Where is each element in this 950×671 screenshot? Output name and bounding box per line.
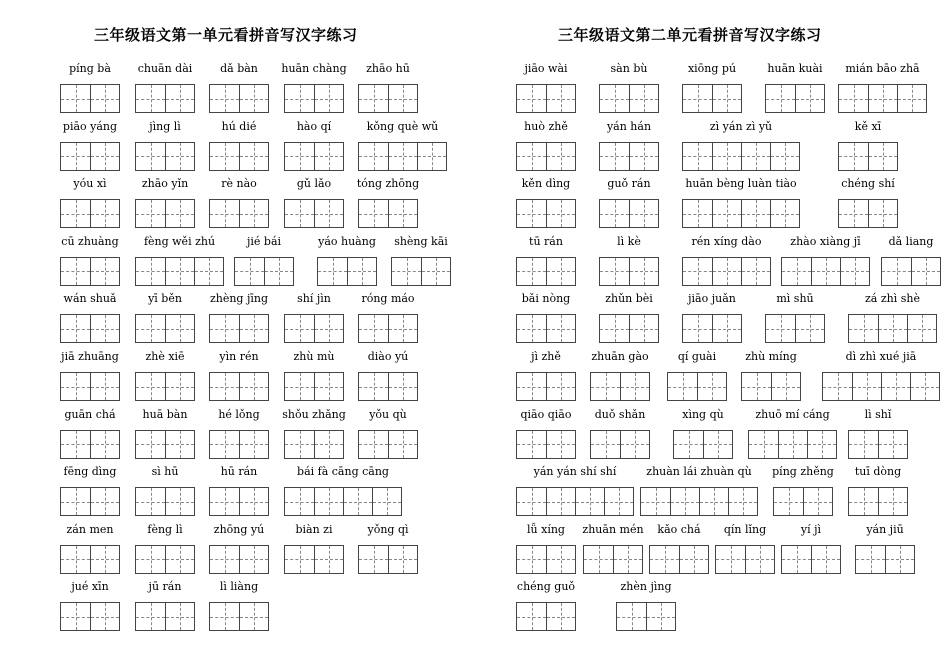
pinyin-prompt: yán jiū (866, 522, 904, 536)
tianzige-cell[interactable] (546, 431, 575, 458)
writing-box-group[interactable] (838, 142, 898, 171)
writing-box-group[interactable] (682, 84, 742, 113)
writing-box-group[interactable] (516, 602, 576, 631)
writing-box-group[interactable] (590, 372, 650, 401)
tianzige-cell[interactable] (868, 143, 897, 170)
pinyin-prompt: jì zhě (531, 350, 561, 363)
pinyin-prompt: yán yán shí shí (533, 465, 617, 479)
pinyin-prompt: jìng lì (149, 119, 181, 133)
tianzige-cell[interactable] (591, 431, 620, 458)
pinyin-prompt: jué xīn (71, 580, 109, 594)
writing-box-group[interactable] (765, 84, 825, 113)
writing-box-group[interactable] (848, 430, 908, 459)
pinyin-prompt: zhǔn bèi (605, 292, 653, 306)
writing-box-group[interactable] (599, 314, 659, 343)
tianzige-cell[interactable] (517, 200, 546, 227)
pinyin-prompt: tóng zhōng (356, 177, 420, 191)
tianzige-cell[interactable] (766, 85, 795, 112)
tianzige-cell[interactable] (856, 546, 885, 573)
pinyin-prompt: zì yán zì yǔ (709, 119, 773, 133)
tianzige-cell[interactable] (712, 200, 741, 227)
pinyin-prompt: huān bèng luàn tiào (685, 177, 797, 191)
pinyin-prompt: zán men (66, 522, 114, 536)
pinyin-prompt: kě xī (854, 119, 882, 133)
tianzige-cell[interactable] (728, 488, 757, 515)
tianzige-cell[interactable] (517, 603, 546, 630)
writing-box-group[interactable] (640, 487, 758, 516)
tianzige-cell[interactable] (546, 143, 575, 170)
tianzige-cell[interactable] (629, 258, 658, 285)
pinyin-prompt: dì zhì xué jiā (845, 350, 917, 363)
pinyin-prompt: wán shuǎ (63, 292, 117, 306)
tianzige-cell[interactable] (546, 200, 575, 227)
tianzige-cell[interactable] (629, 315, 658, 342)
tianzige-cell[interactable] (600, 315, 629, 342)
pinyin-prompt: xiōng pú (687, 62, 737, 75)
pinyin-prompt: rè nào (221, 177, 257, 191)
tianzige-cell[interactable] (849, 315, 878, 342)
tianzige-cell[interactable] (795, 85, 824, 112)
tianzige-cell[interactable] (795, 315, 824, 342)
tianzige-cell[interactable] (641, 488, 670, 515)
pinyin-prompt: dǎ bàn (220, 62, 258, 75)
writing-box-group[interactable] (838, 199, 898, 228)
pinyin-prompt: huò zhě (524, 119, 568, 133)
pinyin-prompt: diào yú (367, 350, 409, 363)
pinyin-prompt: qí guài (677, 350, 717, 363)
tianzige-cell[interactable] (517, 431, 546, 458)
tianzige-cell[interactable] (546, 603, 575, 630)
tianzige-cell[interactable] (650, 546, 679, 573)
writing-box-group[interactable] (855, 545, 915, 574)
tianzige-cell[interactable] (741, 143, 770, 170)
tianzige-cell[interactable] (712, 85, 741, 112)
right-exercise-row (0, 235, 950, 285)
tianzige-cell[interactable] (811, 546, 840, 573)
pinyin-prompt: lì liàng (219, 580, 259, 594)
tianzige-cell[interactable] (712, 258, 741, 285)
pinyin-prompt: cū zhuàng (61, 234, 119, 248)
pinyin-prompt: piāo yáng (62, 119, 118, 133)
pinyin-prompt: hào qí (296, 119, 332, 133)
pinyin-prompt: lì shǐ (864, 407, 892, 421)
tianzige-cell[interactable] (674, 431, 703, 458)
pinyin-prompt: shǒu zhǎng (282, 407, 346, 421)
pinyin-prompt: píng zhěng (772, 465, 834, 479)
right-exercise-row (0, 120, 950, 170)
tianzige-cell[interactable] (546, 85, 575, 112)
pinyin-prompt: fèng lì (147, 522, 183, 536)
pinyin-prompt: tū rán (529, 234, 563, 248)
pinyin-prompt: jiā zhuāng (61, 350, 119, 363)
right-exercise-row (0, 292, 950, 342)
tianzige-cell[interactable] (546, 373, 575, 400)
pinyin-prompt: zhuān mén (582, 522, 644, 536)
pinyin-prompt: biàn zi (295, 522, 333, 536)
pinyin-prompt: yán hán (606, 119, 652, 133)
right-page-title: 三年级语文第二单元看拼音写汉字练习 (558, 26, 822, 44)
tianzige-cell[interactable] (670, 488, 699, 515)
tianzige-cell[interactable] (878, 315, 907, 342)
tianzige-cell[interactable] (897, 85, 926, 112)
tianzige-cell[interactable] (600, 143, 629, 170)
pinyin-prompt: yóu xì (73, 177, 107, 191)
pinyin-prompt: zhāo yǐn (141, 177, 189, 191)
writing-box-group[interactable] (773, 487, 833, 516)
pinyin-prompt: zá zhì shè (865, 292, 920, 306)
tianzige-cell[interactable] (600, 85, 629, 112)
writing-box-group[interactable] (599, 257, 659, 286)
pinyin-prompt: qiāo qiāo (520, 407, 572, 421)
pinyin-prompt: qín lǐng (723, 522, 767, 536)
pinyin-prompt: huān kuài (767, 62, 823, 75)
tianzige-cell[interactable] (885, 546, 914, 573)
tianzige-cell[interactable] (683, 85, 712, 112)
pinyin-prompt: zhuō mí cáng (755, 407, 830, 421)
tianzige-cell[interactable] (517, 258, 546, 285)
pinyin-prompt: lì kè (617, 234, 641, 248)
pinyin-prompt: fēng dìng (63, 465, 117, 479)
pinyin-prompt: sàn bù (610, 62, 648, 75)
pinyin-prompt: jiāo wài (524, 62, 568, 75)
pinyin-prompt: yī běn (148, 292, 182, 306)
pinyin-prompt: yí jì (800, 522, 822, 536)
pinyin-prompt: jiāo juǎn (688, 292, 736, 306)
tianzige-cell[interactable] (881, 373, 910, 400)
tianzige-cell[interactable] (517, 546, 546, 573)
pinyin-prompt: yáo huàng (318, 234, 376, 248)
tianzige-cell[interactable] (852, 373, 881, 400)
writing-box-group[interactable] (682, 142, 800, 171)
writing-box-group[interactable] (516, 199, 576, 228)
pinyin-prompt: zhāo hū (366, 62, 410, 75)
tianzige-cell[interactable] (517, 373, 546, 400)
tianzige-cell[interactable] (882, 258, 911, 285)
pinyin-prompt: mián bāo zhā (845, 62, 920, 75)
right-exercise-row (0, 523, 950, 573)
tianzige-cell[interactable] (600, 200, 629, 227)
writing-box-group[interactable] (682, 257, 771, 286)
left-page-title: 三年级语文第一单元看拼音写汉字练习 (94, 26, 358, 44)
pinyin-prompt: zhuān gào (591, 350, 649, 363)
pinyin-prompt: mì shū (776, 292, 814, 306)
tianzige-cell[interactable] (584, 546, 613, 573)
writing-box-group[interactable] (599, 142, 659, 171)
tianzige-cell[interactable] (849, 431, 878, 458)
writing-box-group[interactable] (741, 372, 801, 401)
pinyin-prompt: xìng qù (682, 407, 724, 421)
tianzige-cell[interactable] (749, 431, 778, 458)
pinyin-prompt: kěn dìng (521, 177, 571, 191)
tianzige-cell[interactable] (600, 258, 629, 285)
tianzige-cell[interactable] (839, 200, 868, 227)
tianzige-cell[interactable] (517, 315, 546, 342)
tianzige-cell[interactable] (604, 488, 633, 515)
tianzige-cell[interactable] (849, 488, 878, 515)
pinyin-prompt: hé lǒng (218, 407, 260, 421)
tianzige-cell[interactable] (741, 200, 770, 227)
tianzige-cell[interactable] (878, 488, 907, 515)
pinyin-prompt: fèng wěi zhú (143, 234, 216, 248)
right-exercise-row (0, 350, 950, 400)
tianzige-cell[interactable] (766, 315, 795, 342)
writing-box-group[interactable] (516, 487, 634, 516)
pinyin-prompt: yǒu qù (369, 407, 407, 421)
writing-box-group[interactable] (848, 314, 937, 343)
pinyin-prompt: gǔ lǎo (296, 177, 332, 191)
pinyin-prompt: tuī dòng (854, 465, 902, 479)
pinyin-prompt: bái fà cāng cāng (297, 465, 389, 479)
writing-box-group[interactable] (715, 545, 775, 574)
tianzige-cell[interactable] (771, 373, 800, 400)
pinyin-prompt: hū rán (220, 465, 258, 479)
pinyin-prompt: zhōng yú (213, 522, 265, 536)
writing-box-group[interactable] (516, 84, 576, 113)
tianzige-cell[interactable] (629, 85, 658, 112)
tianzige-cell[interactable] (683, 200, 712, 227)
tianzige-cell[interactable] (745, 546, 774, 573)
writing-box-group[interactable] (881, 257, 941, 286)
writing-box-group[interactable] (516, 142, 576, 171)
tianzige-cell[interactable] (517, 488, 546, 515)
pinyin-prompt: rén xíng dào (691, 234, 762, 248)
pinyin-prompt: shí jìn (297, 292, 331, 306)
tianzige-cell[interactable] (629, 143, 658, 170)
tianzige-cell[interactable] (699, 488, 728, 515)
tianzige-cell[interactable] (620, 431, 649, 458)
writing-box-group[interactable] (673, 430, 733, 459)
writing-box-group[interactable] (583, 545, 643, 574)
pinyin-prompt: zhuàn lái zhuàn qù (646, 465, 752, 479)
writing-box-group[interactable] (682, 199, 800, 228)
pinyin-prompt: yìn rén (219, 350, 259, 363)
tianzige-cell[interactable] (617, 603, 646, 630)
tianzige-cell[interactable] (613, 546, 642, 573)
tianzige-cell[interactable] (839, 143, 868, 170)
tianzige-cell[interactable] (517, 85, 546, 112)
pinyin-prompt: zhào xiàng jī (790, 234, 861, 248)
tianzige-cell[interactable] (683, 143, 712, 170)
tianzige-cell[interactable] (782, 258, 811, 285)
writing-box-group[interactable] (682, 314, 742, 343)
right-exercise-row (0, 408, 950, 458)
tianzige-cell[interactable] (591, 373, 620, 400)
pinyin-prompt: bǎi nòng (521, 292, 571, 306)
tianzige-cell[interactable] (546, 258, 575, 285)
tianzige-cell[interactable] (770, 143, 799, 170)
right-exercise-row (0, 177, 950, 227)
tianzige-cell[interactable] (741, 258, 770, 285)
pinyin-prompt: huā bàn (142, 407, 188, 421)
tianzige-cell[interactable] (546, 546, 575, 573)
pinyin-prompt: róng máo (361, 292, 415, 306)
pinyin-prompt: dǎ liang (888, 234, 934, 248)
writing-box-group[interactable] (649, 545, 709, 574)
tianzige-cell[interactable] (697, 373, 726, 400)
pinyin-prompt: sì hū (151, 465, 179, 479)
tianzige-cell[interactable] (575, 488, 604, 515)
tianzige-cell[interactable] (770, 200, 799, 227)
pinyin-prompt: kǒng què wǔ (366, 119, 439, 133)
pinyin-prompt: guǒ rán (607, 177, 651, 191)
tianzige-cell[interactable] (778, 431, 807, 458)
writing-box-group[interactable] (516, 257, 576, 286)
pinyin-prompt: zhèn jìng (620, 580, 672, 594)
tianzige-cell[interactable] (620, 373, 649, 400)
tianzige-cell[interactable] (646, 603, 675, 630)
writing-box-group[interactable] (516, 545, 576, 574)
tianzige-cell[interactable] (546, 315, 575, 342)
pinyin-prompt: chéng guǒ (516, 580, 576, 594)
writing-box-group[interactable] (748, 430, 837, 459)
pinyin-prompt: chuān dài (137, 62, 193, 75)
tianzige-cell[interactable] (907, 315, 936, 342)
tianzige-cell[interactable] (811, 258, 840, 285)
tianzige-cell[interactable] (868, 85, 897, 112)
tianzige-cell[interactable] (668, 373, 697, 400)
tianzige-cell[interactable] (629, 200, 658, 227)
tianzige-cell[interactable] (774, 488, 803, 515)
pinyin-prompt: huān chàng (281, 62, 347, 75)
writing-box-group[interactable] (781, 257, 870, 286)
tianzige-cell[interactable] (517, 143, 546, 170)
writing-box-group[interactable] (516, 314, 576, 343)
pinyin-prompt: kǎo chá (657, 522, 701, 536)
pinyin-prompt: zhù mù (293, 350, 335, 363)
pinyin-prompt: jū rán (148, 580, 182, 594)
pinyin-prompt: guān chá (64, 407, 116, 421)
writing-box-group[interactable] (848, 487, 908, 516)
tianzige-cell[interactable] (839, 85, 868, 112)
writing-box-group[interactable] (822, 372, 940, 401)
tianzige-cell[interactable] (803, 488, 832, 515)
pinyin-prompt: lǚ xíng (527, 522, 565, 536)
tianzige-cell[interactable] (546, 488, 575, 515)
writing-box-group[interactable] (765, 314, 825, 343)
writing-box-group[interactable] (516, 430, 576, 459)
pinyin-prompt: zhè xiē (145, 350, 185, 363)
tianzige-cell[interactable] (807, 431, 836, 458)
tianzige-cell[interactable] (703, 431, 732, 458)
tianzige-cell[interactable] (878, 431, 907, 458)
tianzige-cell[interactable] (742, 373, 771, 400)
tianzige-cell[interactable] (712, 315, 741, 342)
writing-box-group[interactable] (838, 84, 927, 113)
tianzige-cell[interactable] (716, 546, 745, 573)
tianzige-cell[interactable] (911, 258, 940, 285)
tianzige-cell[interactable] (683, 258, 712, 285)
pinyin-prompt: zhèng jīng (209, 292, 269, 306)
tianzige-cell[interactable] (910, 373, 939, 400)
tianzige-cell[interactable] (683, 315, 712, 342)
pinyin-prompt: yǒng qì (367, 522, 409, 536)
pinyin-prompt: chéng shí (841, 177, 895, 191)
tianzige-cell[interactable] (823, 373, 852, 400)
pinyin-prompt: zhù míng (745, 350, 797, 363)
tianzige-cell[interactable] (782, 546, 811, 573)
writing-box-group[interactable] (590, 430, 650, 459)
writing-box-group[interactable] (599, 199, 659, 228)
writing-box-group[interactable] (667, 372, 727, 401)
writing-box-group[interactable] (781, 545, 841, 574)
tianzige-cell[interactable] (840, 258, 869, 285)
right-exercise-row (0, 62, 950, 112)
right-exercise-row (0, 580, 950, 630)
writing-box-group[interactable] (599, 84, 659, 113)
pinyin-prompt: hú dié (221, 119, 257, 133)
right-exercise-row (0, 465, 950, 515)
writing-box-group[interactable] (616, 602, 676, 631)
tianzige-cell[interactable] (679, 546, 708, 573)
pinyin-prompt: duǒ shǎn (594, 407, 646, 421)
tianzige-cell[interactable] (712, 143, 741, 170)
pinyin-prompt: jié bái (246, 234, 282, 248)
writing-box-group[interactable] (516, 372, 576, 401)
tianzige-cell[interactable] (868, 200, 897, 227)
pinyin-prompt: shèng kāi (394, 234, 448, 248)
pinyin-prompt: píng bà (69, 62, 111, 75)
